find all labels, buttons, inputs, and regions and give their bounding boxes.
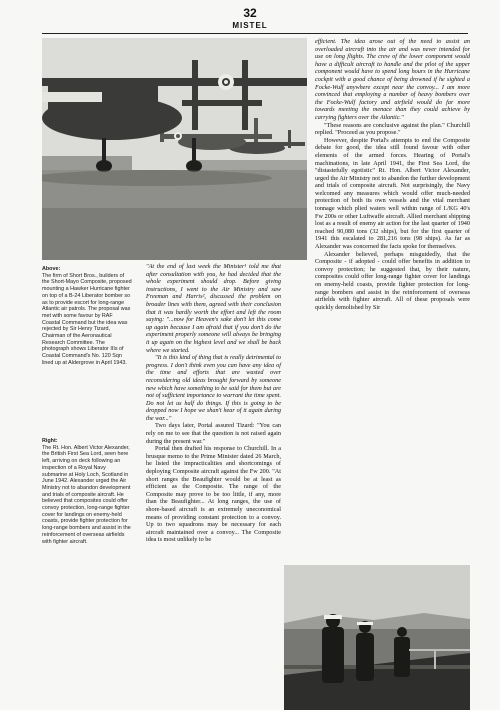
liberator-photo [42, 38, 307, 260]
header-rule [42, 33, 468, 34]
paragraph: Alexander believed, perhaps misguidedly, that the Composite - if adopted - could offer benefits in addition to convoy protection; he suggested that, by their nature, composites could offer long-range fighter cover for landings on enemy-held coasts, provide fighter protection for long-range bombers and assist in the reinforcement of overseas airfields with fighter aircraft. All of these proposals were quickly demolished by Sir [315, 250, 470, 311]
caption-right-heading: Right: [42, 438, 58, 444]
page-number: 32 [243, 6, 257, 20]
submarine-deck-photo [284, 565, 470, 710]
caption-above [42, 266, 132, 367]
paragraph: "These reasons are conclusive against the plan." Churchill replied. "Proceed as you propose." [315, 121, 470, 137]
paragraph: "It is this kind of thing that is really detrimental to progress. I don't think even you can have any idea of the time and efforts that are wasted over reconsidering old ideas brought forward by someone new which have something to be said for them but are not of sufficient importance to warrant the time spent. Do not let us half do things. If this is going to be dropped now I hope we shan't hear of it again during the war..." [146, 354, 281, 422]
caption-right [42, 438, 132, 545]
body-column-right [315, 38, 470, 311]
paragraph: efficient. The idea arose out of the need to assist an overloaded aircraft into the air and was never intended for use on long flights. The crew of the lower component would have a difficult aircraft to handle and the pilot of the upper component would have to spend long hours in the Hurricane cockpit with a good chance of being drowned if he sighted a Focke-Wulf anywhere except near the convoy... I am more convinced that employing a number of heavy bombers over the Focke-Wulf factory and airfield would do far more towards meeting the menace than they could achieve by carrying fighters over the Atlantic." [315, 38, 470, 121]
paragraph: "At the end of last week the Minister¹ told me that after consultation with you, he had decided that the whole experiment should drop. Before giving instructions, I went to the Air Ministry and saw Freeman and Harris², discussed the problem on broader lines with them, agreed with their conclusion that it was hardly worth the effort and left the room saying: "...now for Heaven's sake don't let this come up again because I am afraid that if you don't do the experiment properly someone will always be bringing it up again on the highest level and we shall be back where we started. [146, 263, 281, 354]
liberator-photo-image [42, 38, 307, 260]
paragraph: Two days later, Portal assured Tizard: "You can rely on me to see that the question is not raised again during the present war." [146, 422, 281, 445]
paragraph: However, despite Portal's attempts to end the Composite debate for good, the idea still found favour with other elements of the armed forces. Hearing of Portal's machinations, in late April 1941, the First Sea Lord, the "distastefully egotistic" Rt. Hon. Albert Victor Alexander, urged the Air Ministry not to abandon the further development and trials of composite aircraft. Not surprisingly, the Navy welcomed any measures which would offer much-needed protection of both its own vessels and the vital merchant tonnage which plied waters well within range of I./KG 40's Fw 200s or other Luftwaffe aircraft. Allied merchant shipping lost as a result of enemy air action for the last quarter of 1940 reached 90,080 tons (32 ships), but for the first quarter of 1941 this escalated to 281,216 tons (98 ships). As far as Alexander was concerned the facts spoke for themselves. [315, 136, 470, 251]
paragraph: Portal then drafted his response to Churchill. In a brusque memo to the Prime Minister dated 26 March, he listed the impracticalities and shortcomings of deploying Composite aircraft against the Fw 200. "At short ranges the Beaufighter would be at least as efficient as the Composite. The range of the Composite may prove to be too little, if any, more than the Beaufighter... At long ranges, the use of shore-based aircraft is an extremely uneconomical means of providing constant protection to a convoy. Up to two squadrons may be necessary for each aircraft maintained over a convoy... The Composite idea is most unlikely to be [146, 445, 281, 544]
caption-above-text: The firm of Short Bros., builders of the Short-Mayo Composite, proposed mounting a Hawker Hurricane fighter on top of a B-24 Liberator bomber so as to provide escort for long-range Atlantic air patrols. The proposal was met with some favour by RAF Coastal Command but the idea was rejected by Sir Henry Tizard, Chairman of the Aeronautical Research Committee. The photograph shows Liberator IIIs of Coastal Command's No. 120 Sqn lined up at Aldergrove in April 1943. [42, 272, 132, 366]
running-title: MISTEL [232, 21, 268, 30]
caption-right-text: The Rt. Hon. Albert Victor Alexander, the British First Sea Lord, seen here left, arriving on deck following an inspection of a Royal Navy submarine at Holy Loch, Scotland in June 1942. Alexander urged the Air Ministry not to abandon development and trials of composite aircraft. He believed that composites could offer convoy protection, long-range fighter cover for landings on enemy-held coasts, provide fighter protection for long-range bombers and assist in the reinforcement of overseas airfields with fighter aircraft. [42, 444, 131, 545]
body-column-middle [146, 263, 281, 544]
submarine-deck-photo-image [284, 565, 470, 710]
caption-above-heading: Above: [42, 266, 61, 272]
